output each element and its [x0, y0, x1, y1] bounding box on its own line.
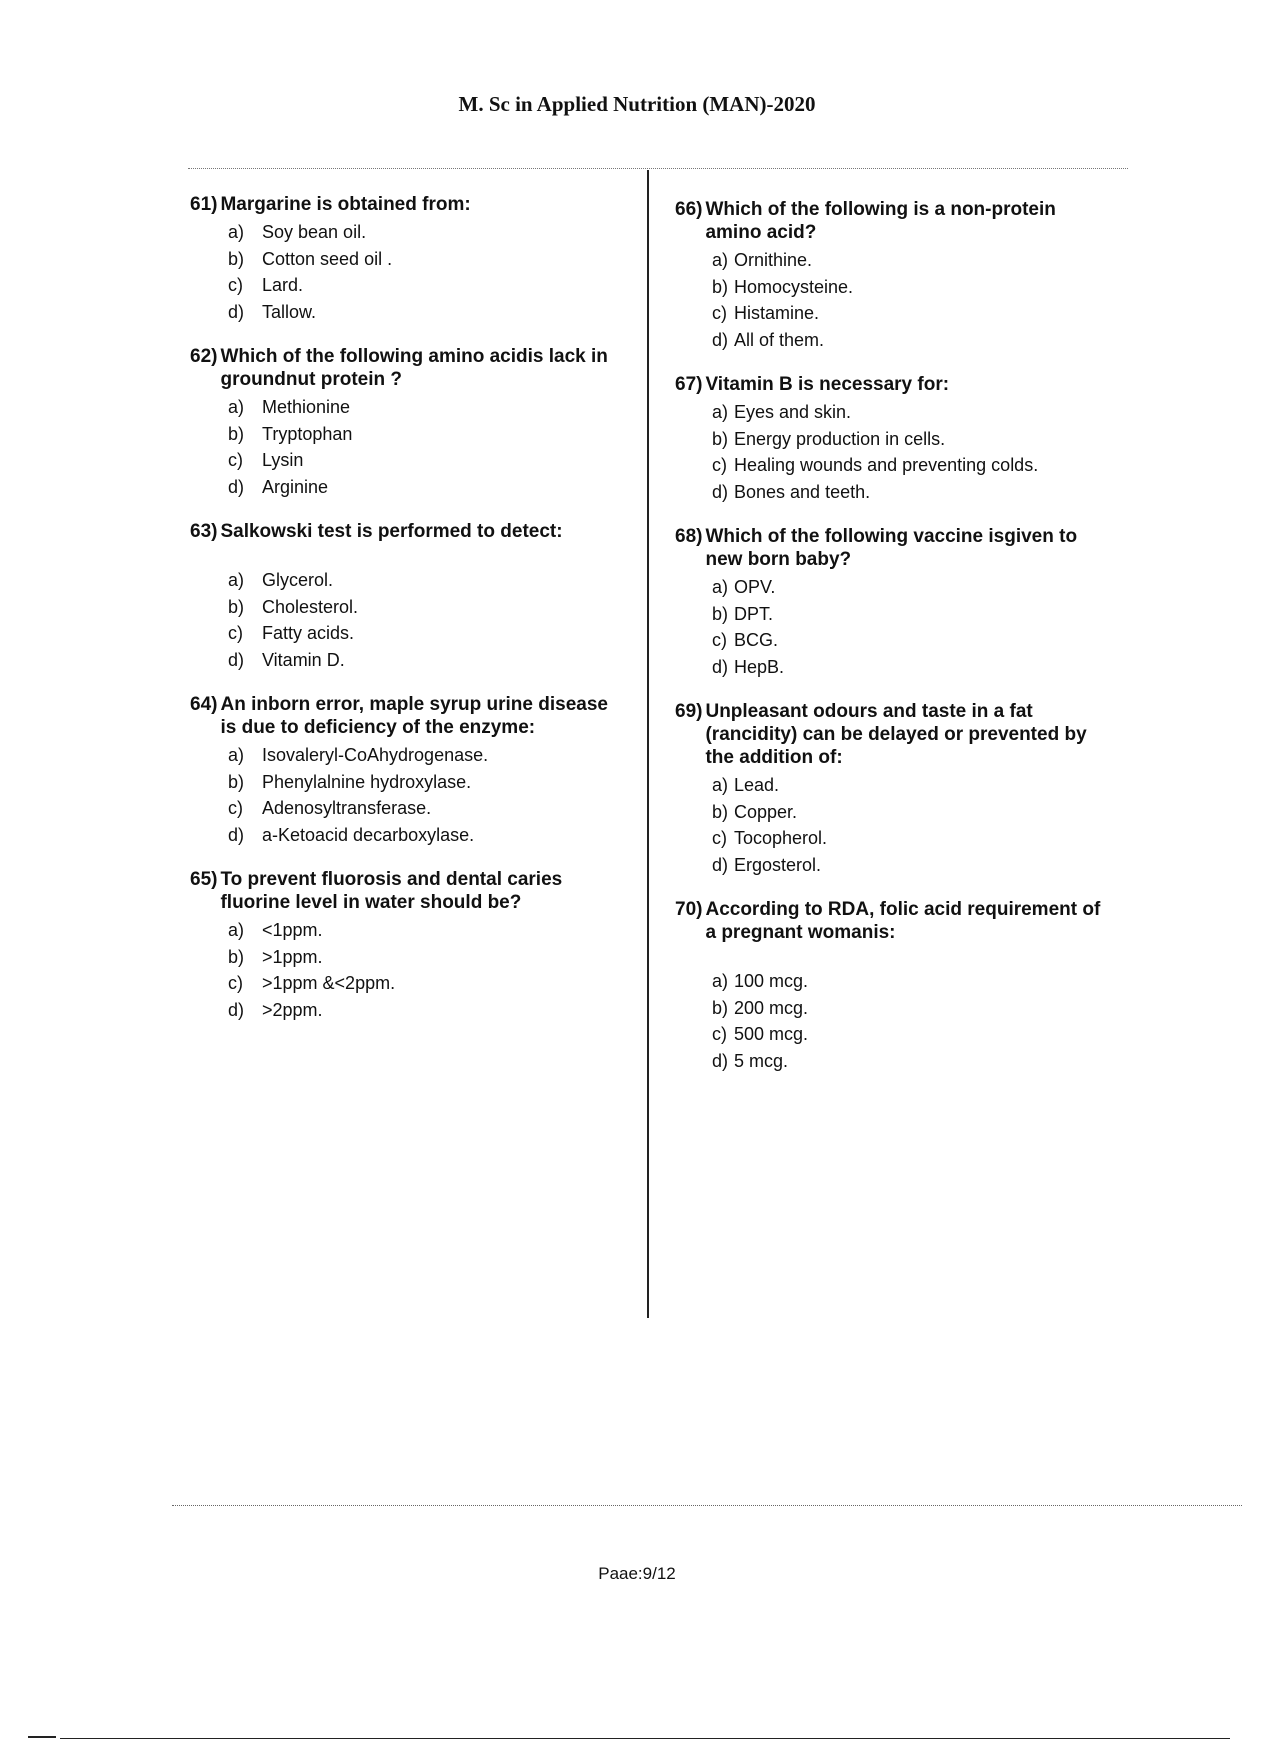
option — [228, 299, 620, 326]
option-letter: c) — [228, 450, 243, 470]
question-number: 67) — [675, 374, 703, 395]
option-letter: d) — [712, 854, 729, 875]
option — [228, 769, 620, 796]
question-62 — [190, 345, 620, 500]
option — [228, 742, 620, 769]
option-letter: b) — [712, 603, 729, 624]
option-text: Fatty acids. — [262, 623, 355, 643]
option-text: Eyes and skin. — [734, 402, 852, 422]
question-text: Salkowski test is performed to detect: — [220, 521, 563, 542]
option-text: Vitamin D. — [262, 649, 345, 670]
option-text: Healing wounds and preventing colds. — [734, 455, 1039, 475]
option-text: Lead. — [734, 775, 780, 795]
option-letter: a) — [228, 222, 245, 242]
option-letter: c) — [228, 275, 243, 295]
option — [712, 601, 1115, 628]
question-number: 64) — [190, 694, 218, 715]
option — [228, 795, 620, 822]
option — [228, 594, 620, 621]
option — [228, 822, 620, 849]
option-text: Glycerol. — [262, 570, 334, 590]
option-text: 100 mcg. — [734, 971, 809, 991]
question-67 — [675, 373, 1115, 505]
option-letter: a) — [712, 250, 729, 270]
option-text: Arginine — [262, 476, 329, 497]
option-text: Phenylalnine hydroxylase. — [262, 771, 472, 792]
option-letter: c) — [712, 630, 727, 650]
option-text: Tryptophan — [262, 423, 353, 444]
question-number: 68) — [675, 526, 703, 547]
question-text: Margarine is obtained from: — [220, 194, 471, 215]
option-letter: c) — [712, 455, 727, 475]
option-text: Soy bean oil. — [262, 222, 367, 242]
option — [228, 272, 620, 299]
option — [712, 274, 1115, 301]
option — [228, 917, 620, 944]
option-text: Adenosyltransferase. — [262, 798, 432, 818]
footer-dash — [28, 1736, 56, 1738]
option — [228, 647, 620, 674]
option-letter: c) — [712, 303, 727, 323]
question-number: 69) — [675, 701, 703, 722]
option-text: OPV. — [734, 577, 776, 597]
question-number: 63) — [190, 521, 218, 542]
option — [712, 327, 1115, 354]
option-text: 200 mcg. — [734, 997, 809, 1018]
option-letter: d) — [712, 1050, 729, 1071]
question-text: Which of the following vaccine isgiven to new born baby? — [705, 526, 1078, 570]
option-text: >1ppm &<2ppm. — [262, 973, 396, 993]
option-letter: a) — [228, 745, 245, 765]
question-63 — [190, 520, 620, 673]
question-number: 66) — [675, 199, 703, 220]
option-letter: d) — [712, 329, 729, 350]
option-letter: b) — [712, 276, 729, 297]
option-list — [228, 219, 620, 325]
option-letter: a) — [228, 570, 245, 590]
question-text: An inborn error, maple syrup urine disease is due to deficiency of the enzyme: — [220, 694, 608, 738]
option-text: >2ppm. — [262, 999, 323, 1020]
question-69 — [675, 700, 1115, 878]
page-title: M. Sc in Applied Nutrition (MAN)-2020 — [458, 92, 816, 116]
option-letter: d) — [228, 824, 245, 845]
option — [712, 799, 1115, 826]
option-text: BCG. — [734, 630, 779, 650]
option-list — [228, 742, 620, 848]
option-text: Cotton seed oil . — [262, 248, 393, 269]
option-text: Cholesterol. — [262, 596, 359, 617]
option-text: 5 mcg. — [734, 1050, 789, 1071]
option-text: Energy production in cells. — [734, 428, 946, 449]
option-text: Homocysteine. — [734, 276, 854, 297]
question-number: 70) — [675, 899, 703, 920]
option-text: <1ppm. — [262, 920, 323, 940]
option-letter: b) — [228, 946, 245, 967]
option — [712, 426, 1115, 453]
option-letter: d) — [228, 476, 245, 497]
option — [712, 247, 1115, 274]
question-61 — [190, 193, 620, 325]
option-letter: a) — [712, 577, 729, 597]
option-letter: b) — [228, 596, 245, 617]
question-66 — [675, 198, 1115, 353]
option-letter: c) — [228, 798, 243, 818]
option — [712, 479, 1115, 506]
option-letter: b) — [228, 771, 245, 792]
option — [712, 968, 1115, 995]
option-letter: b) — [228, 423, 245, 444]
question-text: To prevent fluorosis and dental caries fluorine level in water should be? — [220, 869, 563, 913]
option-list — [712, 968, 1115, 1074]
question-text: Vitamin B is necessary for: — [705, 374, 950, 395]
column-divider — [647, 170, 649, 1318]
option-letter: d) — [228, 999, 245, 1020]
option — [712, 995, 1115, 1022]
option — [228, 421, 620, 448]
question-text: Which of the following is a non-protein amino acid? — [705, 199, 1056, 243]
option-text: Tocopherol. — [734, 828, 828, 848]
option-text: Histamine. — [734, 303, 820, 323]
option — [228, 394, 620, 421]
option-letter: c) — [712, 828, 727, 848]
option-text: Ergosterol. — [734, 854, 822, 875]
right-column — [675, 198, 1115, 1094]
option — [712, 300, 1115, 327]
option-text: DPT. — [734, 603, 774, 624]
question-68 — [675, 525, 1115, 680]
page-number: Paae:9/12 — [598, 1564, 676, 1583]
question-number: 65) — [190, 869, 218, 890]
option-list — [712, 399, 1115, 505]
option-letter: a) — [228, 397, 245, 417]
option — [228, 620, 620, 647]
question-65 — [190, 868, 620, 1023]
option — [228, 944, 620, 971]
option-text: All of them. — [734, 329, 825, 350]
option-text: Methionine — [262, 397, 351, 417]
option-list — [712, 772, 1115, 878]
option-text: Lard. — [262, 275, 304, 295]
left-column — [190, 193, 620, 1043]
option-letter: c) — [712, 1024, 727, 1044]
option-text: a-Ketoacid decarboxylase. — [262, 824, 475, 845]
option-text: Copper. — [734, 801, 798, 822]
option-list — [712, 574, 1115, 680]
question-70 — [675, 898, 1115, 1074]
question-text: Which of the following amino acidis lack in groundnut protein ? — [220, 346, 608, 390]
bottom-divider — [172, 1505, 1242, 1506]
option — [228, 219, 620, 246]
option — [712, 627, 1115, 654]
question-64 — [190, 693, 620, 848]
option-letter: a) — [712, 402, 729, 422]
question-text: Unpleasant odours and taste in a fat (rancidity) can be delayed or prevented by the addition of: — [705, 701, 1087, 768]
option-letter: a) — [712, 775, 729, 795]
option-list — [228, 567, 620, 673]
option-list — [228, 917, 620, 1023]
option — [712, 574, 1115, 601]
option — [712, 1021, 1115, 1048]
option — [228, 567, 620, 594]
option-letter: a) — [228, 920, 245, 940]
option — [712, 452, 1115, 479]
question-number: 61) — [190, 194, 218, 215]
option-letter: b) — [712, 428, 729, 449]
option-text: HepB. — [734, 656, 785, 677]
option-letter: d) — [712, 656, 729, 677]
top-divider — [188, 168, 1128, 169]
option-letter: d) — [228, 301, 245, 322]
option — [228, 474, 620, 501]
option-letter: b) — [712, 801, 729, 822]
option — [712, 1048, 1115, 1075]
option — [712, 852, 1115, 879]
option-text: Bones and teeth. — [734, 481, 871, 502]
option — [228, 246, 620, 273]
option — [228, 447, 620, 474]
footer-rule — [60, 1738, 1230, 1739]
option-list — [712, 247, 1115, 353]
option-letter: c) — [228, 623, 243, 643]
option-letter: d) — [228, 649, 245, 670]
option — [712, 399, 1115, 426]
option-text: 500 mcg. — [734, 1024, 809, 1044]
option-text: Ornithine. — [734, 250, 813, 270]
option-letter: a) — [712, 971, 729, 991]
option-text: Lysin — [262, 450, 304, 470]
option — [712, 654, 1115, 681]
option-letter: d) — [712, 481, 729, 502]
option-text: Isovaleryl-CoAhydrogenase. — [262, 745, 489, 765]
question-number: 62) — [190, 346, 218, 367]
option-letter: c) — [228, 973, 243, 993]
option — [228, 970, 620, 997]
question-text: According to RDA, folic acid requirement of a pregnant womanis: — [705, 899, 1101, 943]
option-text: Tallow. — [262, 301, 317, 322]
option — [712, 772, 1115, 799]
option-text: >1ppm. — [262, 946, 323, 967]
option-list — [228, 394, 620, 500]
option — [228, 997, 620, 1024]
option-letter: b) — [228, 248, 245, 269]
option-letter: b) — [712, 997, 729, 1018]
option — [712, 825, 1115, 852]
